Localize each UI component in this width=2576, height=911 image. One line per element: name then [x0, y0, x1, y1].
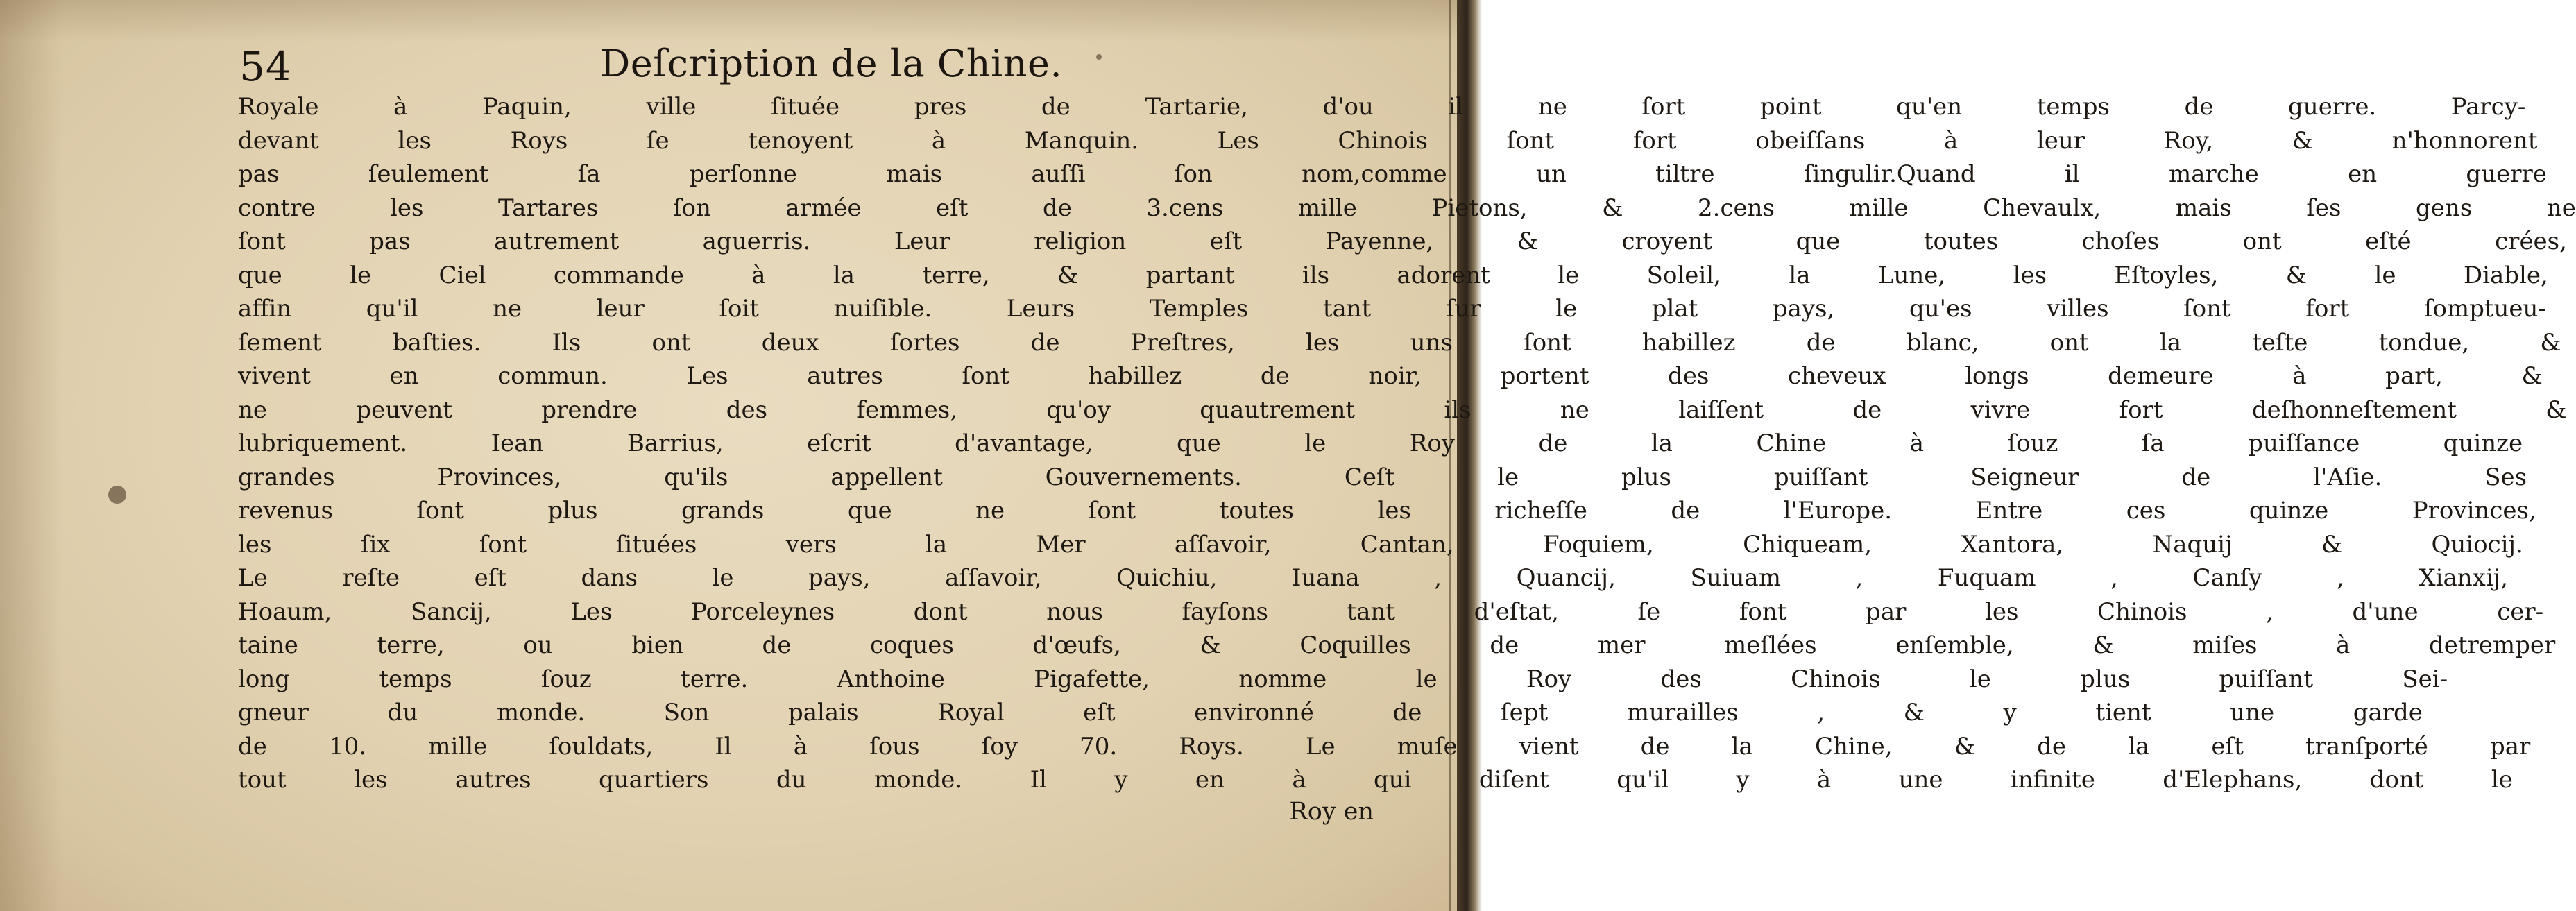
running-title: Deſcription de la Chine. [600, 42, 1063, 85]
text-line: que le Ciel commande à la terre, & partant ils adorent le Soleil, la Lune, les Eſtoyles, & le Diable, [238, 261, 2548, 289]
text-line: affin qu'il ne leur ſoit nuiſible. Leurs Temples tant ſur le plat pays, qu'es villes ſont fort ſomptueu- [238, 295, 2546, 323]
text-line: Royale à Paquin, ville ſituée pres de Tartarie, d'ou il ne ſort point qu'en temps de guerre. Parcy- [238, 93, 2526, 121]
text-line: revenus ſont plus grands que ne ſont toutes les richeſſe de l'Europe. Entre ces quinze Provinces, [238, 497, 2536, 525]
text-line: long temps ſouz terre. Anthoine Pigafette, nomme le Roy des Chinois le plus puiſſant Sei- [238, 665, 2448, 693]
text-line: ſont pas autrement aguerris. Leur religion eſt Payenne, & croyent que toutes choſes ont eſté crées, [238, 228, 2567, 255]
text-line: vivent en commun. Les autres ſont habillez de noir, portent des cheveux longs demeure à part, & [238, 362, 2543, 390]
text-line: grandes Provinces, qu'ils appellent Gouvernements. Ceſt le plus puiſſant Seigneur de l'Aſie. Ses [238, 463, 2527, 491]
text-line: pas ſeulement ſa perſonne mais auſſi ſon nom,comme un tiltre ſingulir.Quand il marche en guerre [238, 160, 2547, 188]
page-header [239, 40, 1377, 96]
text-line: de 10. mille ſouldats, Il à ſous ſoy 70. Roys. Le muſe vient de la Chine, & de la eſt tranſporté par [238, 732, 2531, 760]
catchword: Roy en [1289, 798, 1374, 826]
text-line: ſement baſties. Ils ont deux ſortes de Preſtres, les uns ſont habillez de blanc, ont la teſte tondue, & [238, 328, 2561, 357]
text-line: contre les Tartares ſon armée eſt de 3.cens mille Pietons, & 2.cens mille Chevaulx, mais ſes gens ne [238, 194, 2576, 222]
text-line: lubriquement. Iean Barrius, eſcrit d'avantage, que le Roy de la Chine à ſouz ſa puiſſance quinze [238, 429, 2523, 457]
page-left-shadow [0, 0, 62, 911]
page-number: 54 [239, 43, 292, 90]
text-line: ne peuvent prendre des femmes, qu'oy quautrement ils ne laiſſent de vivre fort deſhonneſtement & [238, 395, 2567, 424]
text-line: les ſix ſont ſituées vers la Mer aſſavoir, Cantan, Foquiem, Chiqueam, Xantora, Naquij & Quiocij. [238, 530, 2523, 559]
page-top-shadow [0, 0, 1482, 42]
text-line: Le reſte eſt dans le pays, aſſavoir, Quichiu, Iuana , Quancij, Suiuam , Fuquam , Canſy , Xianxij, [238, 564, 2509, 592]
text-line: gneur du monde. Son palais Royal eſt environné de ſept murailles , & y tient une garde [238, 699, 2423, 726]
body-text [238, 90, 2576, 797]
text-line: devant les Roys ſe tenoyent à Manquin. Les Chinois ſont fort obeiſſans à leur Roy, & n'honnorent [238, 126, 2538, 155]
text-line: tout les autres quartiers du monde. Il y en à qui diſent qu'il y à une infinite d'Elephans, dont le [238, 766, 2513, 794]
ink-blot [108, 486, 126, 504]
text-line: taine terre, ou bien de coques d'œufs, & Coquilles de mer meſlées enſemble, & miſes à detremper [238, 631, 2556, 659]
text-line: Hoaum, Sancij, Les Porceleynes dont nous fayſons tant d'eſtat, ſe font par les Chinois , d'une cer- [238, 597, 2544, 626]
